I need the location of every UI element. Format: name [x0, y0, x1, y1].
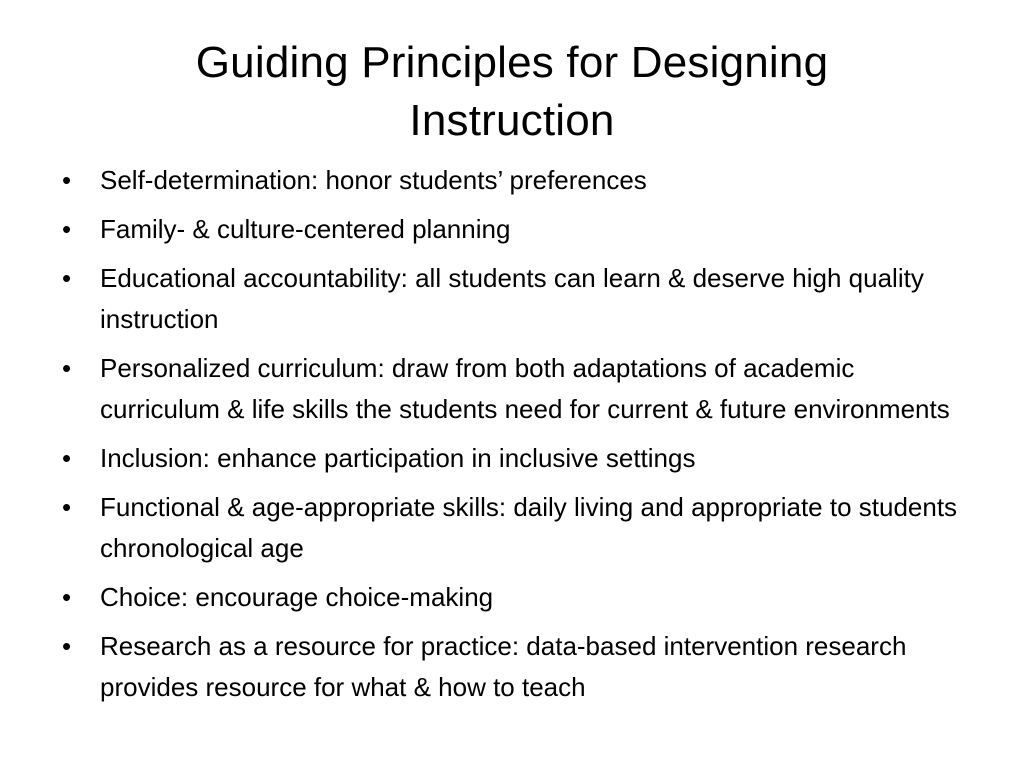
- bullet-icon: •: [62, 353, 72, 383]
- bullet-icon: •: [62, 263, 72, 293]
- bullet-item-educational-accountability: [56, 258, 966, 340]
- bullet-icon: •: [62, 582, 72, 612]
- slide-title-line-2: Instruction: [409, 96, 615, 145]
- bullet-item-choice: [56, 577, 966, 618]
- bullet-item-self-determination: [56, 160, 966, 201]
- bullet-text: Family- & culture-centered planning: [100, 214, 511, 244]
- bullet-text: Personalized curriculum: draw from both adaptations of academic curriculum & life skills the students need for current & future environments: [100, 353, 950, 424]
- bullet-text: Educational accountability: all students can learn & deserve high quality instruction: [100, 263, 924, 334]
- bullet-text: Functional & age-appropriate skills: daily living and appropriate to students chronological age: [100, 492, 958, 563]
- bullet-item-inclusion: [56, 438, 966, 479]
- bullet-item-functional-skills: [56, 487, 966, 569]
- bullet-icon: •: [62, 631, 72, 661]
- slide-title: [60, 34, 964, 150]
- bullet-text: Choice: encourage choice-making: [100, 582, 494, 612]
- slide-title-line-1: Guiding Principles for Designing: [195, 38, 829, 87]
- bullet-icon: •: [62, 214, 72, 244]
- bullet-text: Inclusion: enhance participation in inclusive settings: [100, 443, 696, 473]
- bullet-item-personalized-curriculum: [56, 348, 966, 430]
- bullet-icon: •: [62, 492, 72, 522]
- bullet-list: [56, 160, 966, 716]
- bullet-item-family-culture: [56, 209, 966, 250]
- bullet-icon: •: [62, 165, 72, 195]
- bullet-text: Research as a resource for practice: data-based intervention research provides resource for what & how to teach: [100, 631, 907, 702]
- bullet-text: Self-determination: honor students’ preferences: [100, 165, 647, 195]
- bullet-item-research: [56, 626, 966, 708]
- bullet-icon: •: [62, 443, 72, 473]
